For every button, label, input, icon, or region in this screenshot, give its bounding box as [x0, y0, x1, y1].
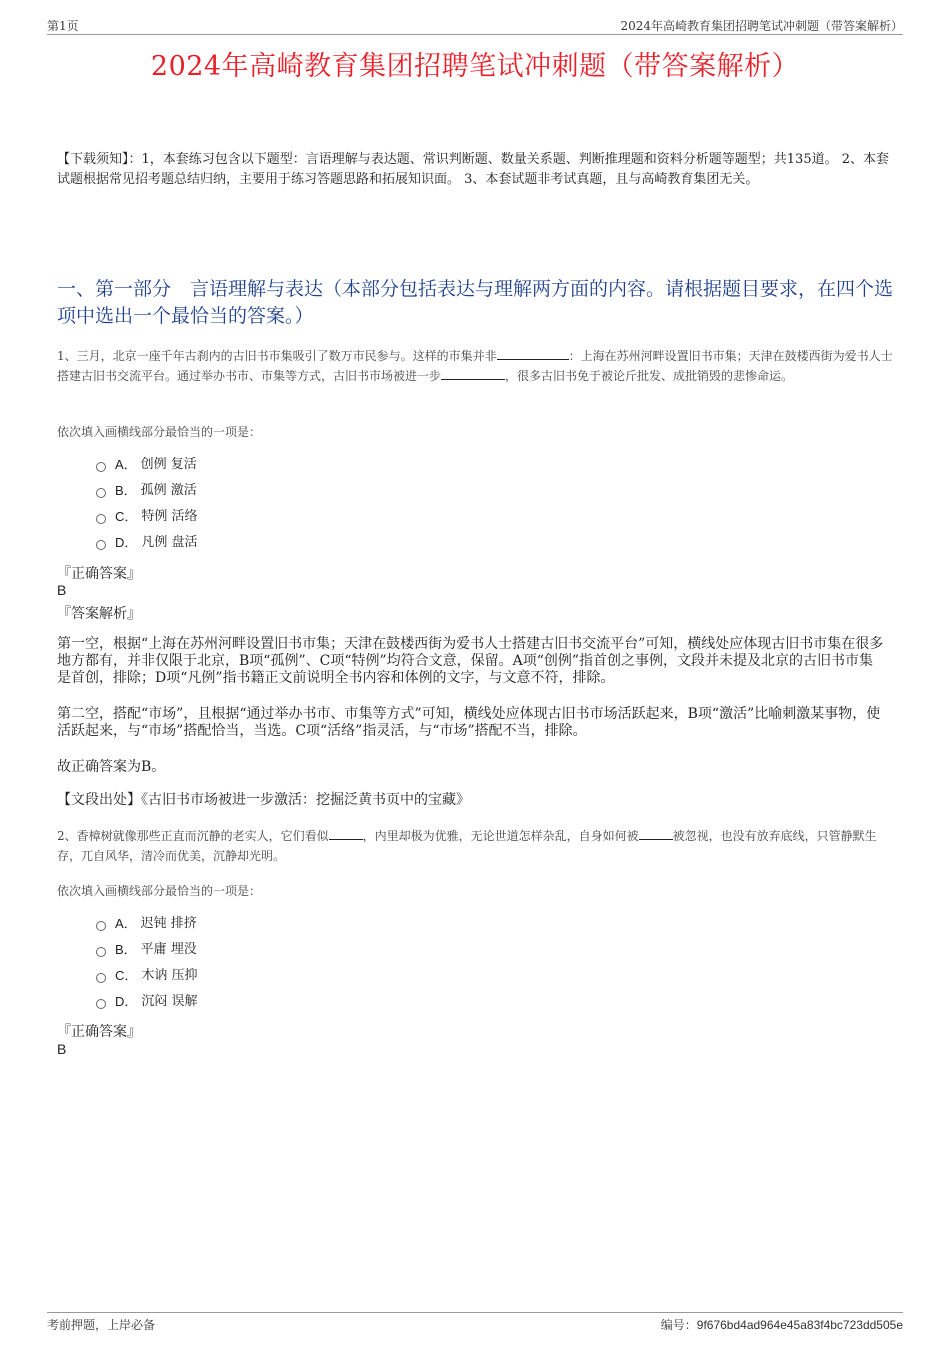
option-d[interactable]: D． 凡例 盘活: [96, 530, 198, 556]
page-footer: [47, 1312, 903, 1333]
footer-code: 编号：9f676bd4ad964e45a83f4bc723dd505e: [660, 1318, 903, 1332]
analysis-paragraph-2: 第二空，搭配“市场”，且根据“通过举办书市、市集等方式”可知，横线处应体现古旧书市场活跃起来，B项“激活”比喻刺激某事物，使活跃起来，与“市场”搭配恰当，当选。C项“活络”指灵活，与“市场”搭配不当，排除。: [57, 706, 881, 739]
blank-1: [497, 347, 569, 360]
radio-icon[interactable]: [96, 999, 106, 1009]
option-c[interactable]: C． 木讷 压抑: [96, 963, 198, 989]
option-d[interactable]: D． 沉闷 误解: [96, 989, 198, 1015]
answer-label: 『正确答案』: [57, 1024, 141, 1040]
radio-icon[interactable]: [96, 973, 106, 983]
question-2-text: 2、香樟树就像那些正直而沉静的老实人，它们看似 ，内里却极为优雅，无论世道怎样杂乱，自身如何被 被忽视，也没有放弃底线，只管静默生存，兀自风华，清冷而优美，沉静却光明。: [57, 829, 877, 863]
option-c[interactable]: C． 特例 活络: [96, 504, 198, 530]
analysis-paragraph-1: 第一空，根据“上海在苏州河畔设置旧书市集；天津在鼓楼西街为爱书人士搭建古旧书交流平台”可知，横线处应体现古旧书市集在很多地方都有，并非仅限于北京，B项“孤例”、C项“特例”均符合文意，保留。A项“创例”指首创之事例，文段并未提及北京的古旧书市集是首创，排除；D项“凡例”指书籍正文前说明全书内容和体例的文字，与文意不符，排除。: [57, 636, 884, 686]
analysis-label: 『答案解析』: [57, 606, 141, 622]
footer-slogan: 考前押题，上岸必备: [47, 1318, 156, 1332]
blank-2: [639, 827, 673, 840]
option-b[interactable]: B． 平庸 埋没: [96, 937, 198, 963]
option-a[interactable]: A． 创例 复活: [96, 452, 198, 478]
source-citation: 【文段出处】《古旧书市场被进一步激活：挖掘泛黄书页中的宝藏》: [57, 792, 470, 808]
answer-value: B: [57, 1041, 67, 1057]
document-title: 2024年高崎教育集团招聘笔试冲刺题（带答案解析）: [150, 51, 800, 82]
option-a[interactable]: A． 迟钝 排挤: [96, 911, 198, 937]
radio-icon[interactable]: [96, 488, 106, 498]
download-notice: 【下载须知】：1，本套练习包含以下题型：言语理解与表达题、常识判断题、数量关系题、判断推理题和资料分析题等题型；共135道。 2、本套试题根据常见招考题总结归纳，主要用于练习答题思路和拓展知识面。 3、本套试题非考试真题，且与高崎教育集团无关。: [57, 152, 889, 187]
blank-2: [441, 367, 505, 380]
answer-label: 『正确答案』: [57, 566, 141, 582]
page-header: [47, 14, 903, 35]
header-doc-name: 2024年高崎教育集团招聘笔试冲刺题（带答案解析）: [620, 19, 903, 33]
question-2-options: [96, 911, 198, 1015]
section-heading: 一、第一部分 言语理解与表达（本部分包括表达与理解两方面的内容。请根据题目要求，在四个选项中选出一个最恰当的答案。）: [57, 278, 894, 327]
answer-value: B: [57, 582, 67, 598]
question-1-instruction: 依次填入画横线部分最恰当的一项是：: [57, 425, 262, 439]
blank-1: [329, 827, 363, 840]
option-b[interactable]: B． 孤例 激活: [96, 478, 198, 504]
radio-icon[interactable]: [96, 462, 106, 472]
radio-icon[interactable]: [96, 947, 106, 957]
question-1-options: [96, 452, 198, 556]
page-number: 第1页: [47, 19, 79, 33]
radio-icon[interactable]: [96, 540, 106, 550]
radio-icon[interactable]: [96, 514, 106, 524]
radio-icon[interactable]: [96, 921, 106, 931]
question-1-text: 1、三月，北京一座千年古刹内的古旧书市集吸引了数万市民参与。这样的市集并非 ：上海在苏州河畔设置旧书市集；天津在鼓楼西街为爱书人士搭建古旧书交流平台。通过举办书市、市集等方式，古旧书市场被进一步 ，很多古旧书免于被论斤批发、成批销毁的悲惨命运。: [57, 349, 893, 383]
question-2-instruction: 依次填入画横线部分最恰当的一项是：: [57, 884, 262, 898]
analysis-paragraph-3: 故正确答案为B。: [57, 759, 166, 775]
